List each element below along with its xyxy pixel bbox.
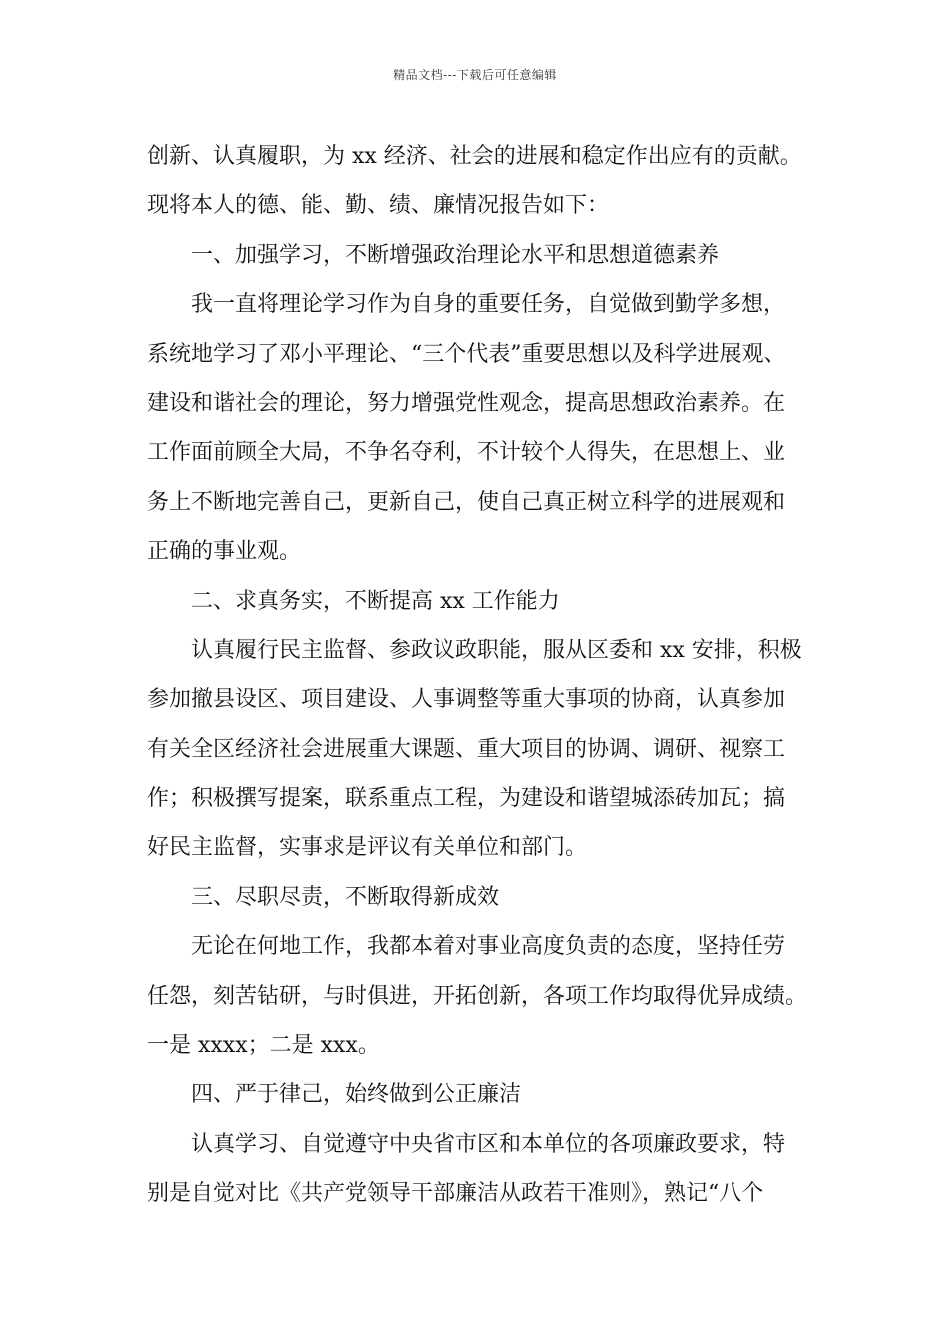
body-line: 务上不断地完善自己，更新自己，使自己真正树立科学的进展观和: [147, 489, 786, 515]
body-line: 好民主监督，实事求是评议有关单位和部门。: [147, 835, 588, 861]
body-line: 创新、认真履职，为 xx 经济、社会的进展和稳定作出应有的贡献。: [147, 144, 802, 169]
body-line: 无论在何地工作，我都本着对事业高度负责的态度，坚持任劳: [191, 934, 786, 960]
body-line: 工作面前顾全大局，不争名夺利，不计较个人得失，在思想上、业: [147, 440, 786, 466]
body-line: 一是 xxxx；二是 xxx。: [147, 1033, 380, 1059]
body-line: 参加撤县设区、项目建设、人事调整等重大事项的协商，认真参加: [147, 687, 786, 713]
body-line: 现将本人的德、能、勤、绩、廉情况报告如下：: [147, 193, 610, 219]
body-line: 我一直将理论学习作为自身的重要任务，自觉做到勤学多想，: [191, 292, 786, 318]
section-heading: 三、尽职尽责，不断取得新成效: [191, 884, 500, 910]
section-heading: 一、加强学习，不断增强政治理论水平和思想道德素养: [191, 242, 720, 268]
page-header: 精品文档---下载后可任意编辑: [393, 68, 557, 82]
section-heading: 二、求真务实，不断提高 xx 工作能力: [191, 588, 560, 614]
body-line: 正确的事业观。: [147, 539, 302, 565]
body-line: 认真履行民主监督、参政议政职能，服从区委和 xx 安排，积极: [191, 637, 802, 663]
body-line: 系统地学习了邓小平理论、“三个代表”重要思想以及科学进展观、: [147, 341, 786, 367]
body-line: 建设和谐社会的理论，努力增强党性观念，提高思想政治素养。在: [147, 390, 786, 416]
body-line: 有关全区经济社会进展重大课题、重大项目的协调、调研、视察工: [147, 736, 786, 762]
body-line: 别是自觉对比《共产党领导干部廉洁从政若干准则》，熟记“八个: [147, 1181, 764, 1207]
document-body: [147, 132, 819, 1219]
section-heading: 四、严于律己，始终做到公正廉洁: [191, 1082, 522, 1108]
body-line: 认真学习、自觉遵守中央省市区和本单位的各项廉政要求，特: [191, 1131, 786, 1157]
body-line: 作；积极撰写提案，联系重点工程，为建设和谐望城添砖加瓦；搞: [147, 786, 786, 812]
body-line: 任怨，刻苦钻研，与时俱进，开拓创新，各项工作均取得优异成绩。: [147, 983, 808, 1009]
